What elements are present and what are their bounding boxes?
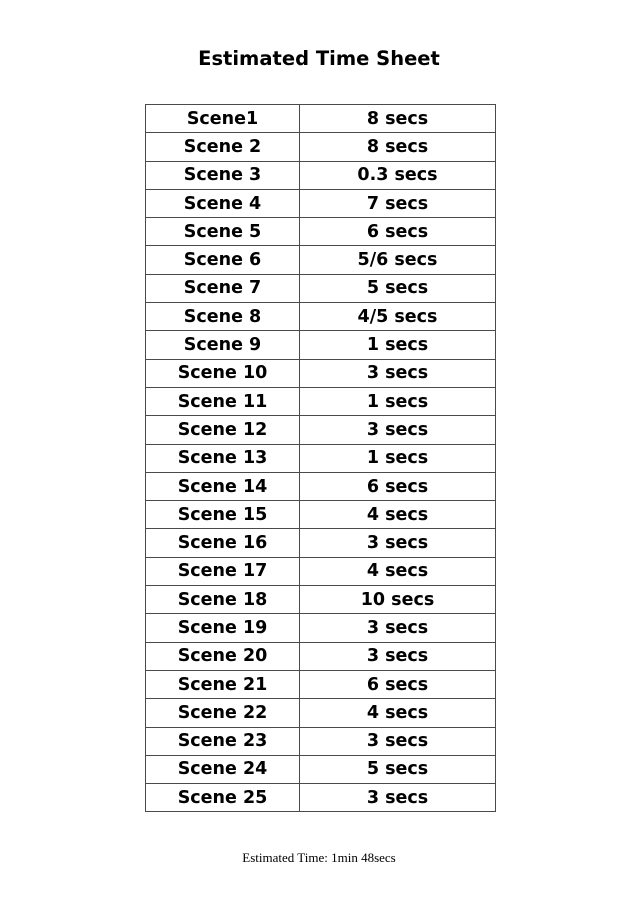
table-row (146, 303, 496, 331)
scene-cell: Scene 2 (146, 133, 300, 161)
time-cell: 3 secs (300, 529, 496, 557)
table-row (146, 755, 496, 783)
table-row (146, 189, 496, 217)
table-row (146, 670, 496, 698)
time-cell: 6 secs (300, 670, 496, 698)
time-cell: 3 secs (300, 416, 496, 444)
estimated-total-time: Estimated Time: 1min 48secs (242, 850, 396, 865)
table-row (146, 727, 496, 755)
scene-cell: Scene 4 (146, 189, 300, 217)
table-row (146, 699, 496, 727)
time-cell: 0.3 secs (300, 161, 496, 189)
table-row (146, 614, 496, 642)
table-row (146, 105, 496, 133)
scene-cell: Scene 23 (146, 727, 300, 755)
scene-cell: Scene 9 (146, 331, 300, 359)
time-cell: 4 secs (300, 557, 496, 585)
time-cell: 1 secs (300, 387, 496, 415)
table-row (146, 246, 496, 274)
table-row (146, 416, 496, 444)
scene-cell: Scene 22 (146, 699, 300, 727)
scene-cell: Scene 16 (146, 529, 300, 557)
table-row (146, 586, 496, 614)
time-cell: 8 secs (300, 133, 496, 161)
scene-cell: Scene 24 (146, 755, 300, 783)
scene-cell: Scene 11 (146, 387, 300, 415)
time-cell: 3 secs (300, 614, 496, 642)
time-cell: 8 secs (300, 105, 496, 133)
scene-cell: Scene 3 (146, 161, 300, 189)
table-row (146, 133, 496, 161)
table-row (146, 444, 496, 472)
scene-cell: Scene 21 (146, 670, 300, 698)
time-cell: 7 secs (300, 189, 496, 217)
time-cell: 4 secs (300, 501, 496, 529)
time-cell: 1 secs (300, 444, 496, 472)
table-row (146, 529, 496, 557)
scene-cell: Scene 13 (146, 444, 300, 472)
scene-cell: Scene 8 (146, 303, 300, 331)
scene-cell: Scene 15 (146, 501, 300, 529)
page-title: Estimated Time Sheet (198, 47, 440, 70)
time-cell: 3 secs (300, 359, 496, 387)
table-row (146, 359, 496, 387)
time-cell: 5 secs (300, 755, 496, 783)
table-row (146, 784, 496, 812)
time-cell: 5 secs (300, 274, 496, 302)
scene-cell: Scene 10 (146, 359, 300, 387)
scene-cell: Scene 14 (146, 472, 300, 500)
scene-cell: Scene 7 (146, 274, 300, 302)
scene-cell: Scene 5 (146, 218, 300, 246)
table-row (146, 642, 496, 670)
scene-cell: Scene 6 (146, 246, 300, 274)
table-row (146, 161, 496, 189)
time-table (145, 104, 496, 812)
time-cell: 4 secs (300, 699, 496, 727)
table-row (146, 387, 496, 415)
table-row (146, 557, 496, 585)
time-cell: 3 secs (300, 784, 496, 812)
table-row (146, 274, 496, 302)
scene-cell: Scene1 (146, 105, 300, 133)
table-row (146, 331, 496, 359)
time-cell: 3 secs (300, 642, 496, 670)
time-cell: 6 secs (300, 218, 496, 246)
time-cell: 5/6 secs (300, 246, 496, 274)
time-cell: 4/5 secs (300, 303, 496, 331)
table-body (146, 105, 496, 812)
scene-cell: Scene 25 (146, 784, 300, 812)
scene-cell: Scene 12 (146, 416, 300, 444)
time-cell: 3 secs (300, 727, 496, 755)
scene-cell: Scene 19 (146, 614, 300, 642)
time-cell: 6 secs (300, 472, 496, 500)
scene-cell: Scene 20 (146, 642, 300, 670)
scene-cell: Scene 17 (146, 557, 300, 585)
scene-cell: Scene 18 (146, 586, 300, 614)
time-cell: 10 secs (300, 586, 496, 614)
table-row (146, 218, 496, 246)
table-row (146, 501, 496, 529)
table-row (146, 472, 496, 500)
time-cell: 1 secs (300, 331, 496, 359)
